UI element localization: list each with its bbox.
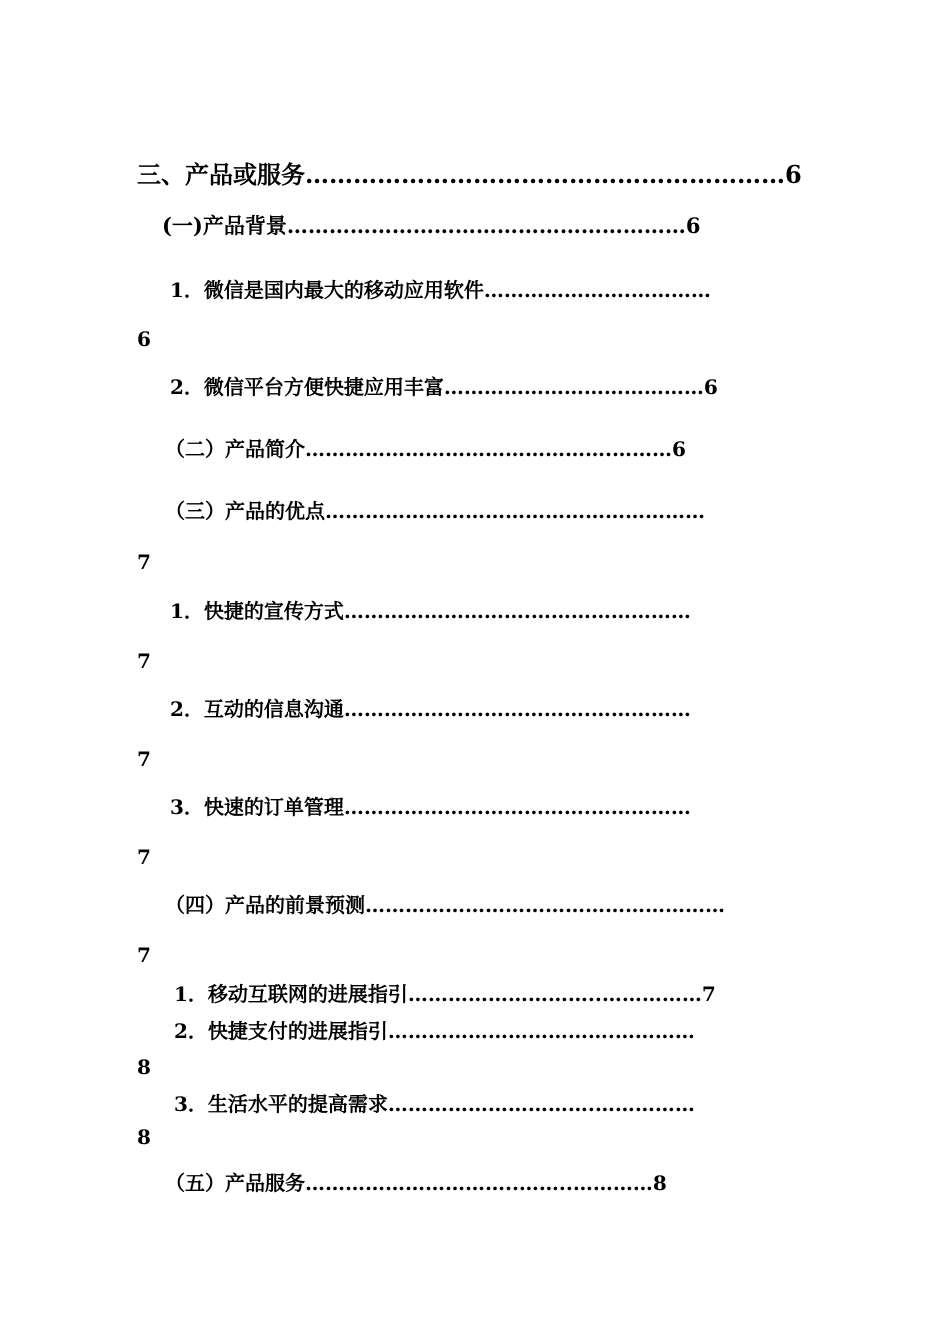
toc-entry-fast-promotion: 1．快捷的宣传方式……………………….……………………: [170, 599, 691, 623]
toc-entry-product-service: （五）产品服务…………………………..……..…………8: [165, 1171, 667, 1195]
toc-page-number: 8: [137, 1125, 151, 1149]
toc-page-number: 6: [137, 327, 151, 351]
toc-entry-wechat-largest-app: 1．微信是国内最大的移动应用软件………………….…………: [170, 278, 711, 302]
toc-entry-product-intro: （二）产品简介……………………………………….………6: [165, 437, 686, 461]
toc-heading-products-services: 三、产品或服务……………………………………………………6: [137, 160, 802, 189]
toc-entry-wechat-platform: 2．微信平台方便快捷应用丰富…………………………………6: [170, 375, 718, 399]
toc-entry-interactive-communication: 2．互动的信息沟通……………………………….……………: [170, 697, 691, 721]
toc-entry-product-outlook: （四）产品的前景预测………………………………………………: [165, 893, 725, 917]
toc-page-number: 7: [137, 747, 151, 771]
toc-entry-quick-payment: 2．快捷支付的进展指引…………………………….…………: [174, 1019, 695, 1043]
toc-page-number: 7: [137, 550, 151, 574]
toc-entry-product-advantages: （三）产品的优点…………………………………………………: [165, 499, 705, 523]
toc-page-number: 7: [137, 649, 151, 673]
toc-entry-mobile-internet: 1．移动互联网的进展指引………………………..……………7: [174, 982, 716, 1006]
toc-entry-living-standard: 3．生活水平的提高需求………………………….……………: [174, 1092, 695, 1116]
toc-page-number: 7: [137, 943, 151, 967]
toc-entry-order-management: 3．快速的订单管理……………………………….……………: [170, 795, 691, 819]
toc-entry-product-background: (一)产品背景…………………………………………………6: [162, 213, 701, 238]
toc-page-number: 7: [137, 845, 151, 869]
toc-page-number: 8: [137, 1055, 151, 1079]
